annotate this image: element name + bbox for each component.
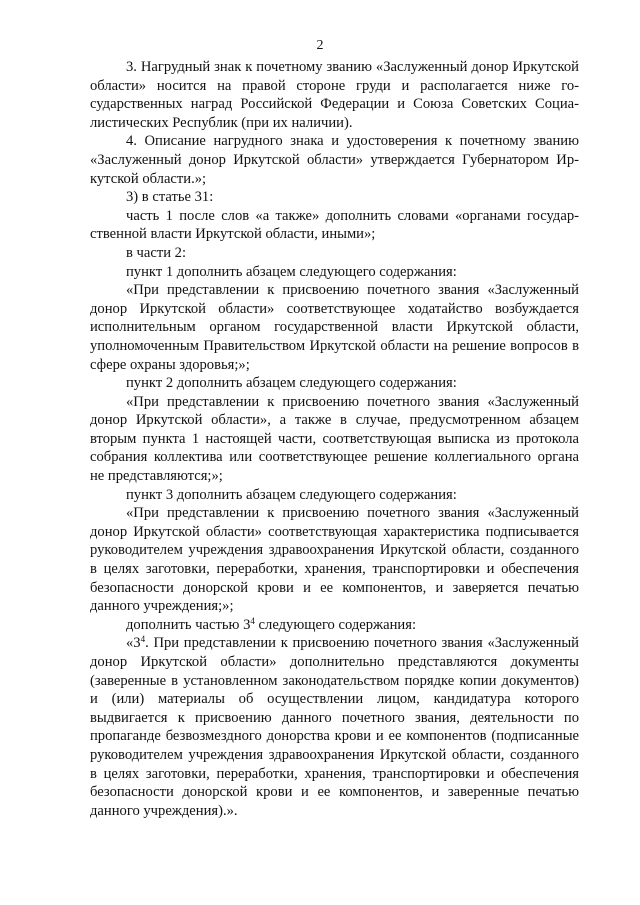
paragraph-badge-placement: 3. Нагрудный знак к почетному званию «Заслуженный донор Иркутской области» носится на правой стороне груди и располагается ниже государственных наград Российской Федерации и Союза Советских Социалистических Республик (при их наличии). — [90, 59, 579, 131]
superscript-4: 4 — [140, 634, 146, 645]
paragraph-part-2-heading: в части 2: — [126, 244, 187, 261]
paragraph-item-2-text: «При представлении к присвоению почетного звания «Заслуженный донор Иркутской области», а также в случае, предусмотренном абзацем вторым пункта 1 настоящей части, соответствующая выписка из протокола собрания коллектива или соответствующее решение коллегиального органа не представляются;»; — [90, 393, 579, 485]
paragraph-badge-description: 4. Описание нагрудного знака и удостоверения к почетному званию «Заслуженный донор Иркутской области» утверждается Губернатором Иркутской области.»; — [90, 133, 579, 187]
paragraph-article-31: 3) в статье 31: — [126, 189, 214, 206]
part-3-4-body: . При представлении к присвоению почетного звания «Заслуженный донор Иркутской области» дополнительно представляются документы (заверенные в установленном законодательством порядке копии документов) и (или) материалы об осуществлении лицом, кандидатура которого выдвигается к присвоению данного почетного звания, деятельности по пропаганде безвозмездного донорства крови и ее компонентов (подписанные руководителем учреждения здравоохранения Иркутской области, созданного в целях заготовки, переработки, хранения, транспортировки и обеспечения безопасности донорской крови и ее компонентов, и заверенные печатью данного учреждения).». — [90, 635, 579, 819]
paragraph-item-3-text: «При представлении к присвоению почетного звания «Заслуженный донор Иркутской области» соответствующая характеристика подписывается руководителем учреждения здравоохранения Иркутской области, созданного в целях заготовки, переработки, хранения, транспортировки и обеспечения безопасности донорской крови и ее компонентов, и заверяется печатью данного учреждения;»; — [90, 505, 579, 615]
paragraph-part-3-4-intro — [90, 616, 579, 635]
paragraph-part-3-4-text — [90, 634, 579, 820]
superscript-4: 4 — [250, 615, 255, 626]
paragraph-item-3-intro: пункт 3 дополнить абзацем следующего содержания: — [126, 486, 457, 503]
document-body — [90, 58, 579, 820]
page-number: 2 — [316, 38, 324, 53]
paragraph-item-1-intro: пункт 1 дополнить абзацем следующего содержания: — [126, 263, 457, 280]
paragraph-item-2-intro: пункт 2 дополнить абзацем следующего содержания: — [126, 375, 457, 392]
part-3-4-intro-text: дополнить частью 3 — [126, 616, 251, 633]
part-3-4-number: «3 — [126, 635, 141, 652]
paragraph-item-1-text: «При представлении к присвоению почетного звания «Заслуженный донор Иркутской области» соответствующее ходатайство возбуждается исполнительным органом государственной власти Иркутской области, уполномоченным Правительством Иркутской области на решение вопросов в сфере охраны здоровья;»; — [90, 282, 579, 373]
part-3-4-intro-rest: следующего содержания: — [254, 616, 417, 633]
paragraph-part-1-amendment: часть 1 после слов «а также» дополнить словами «органами государственной власти Иркутской области, иными»; — [90, 207, 579, 243]
